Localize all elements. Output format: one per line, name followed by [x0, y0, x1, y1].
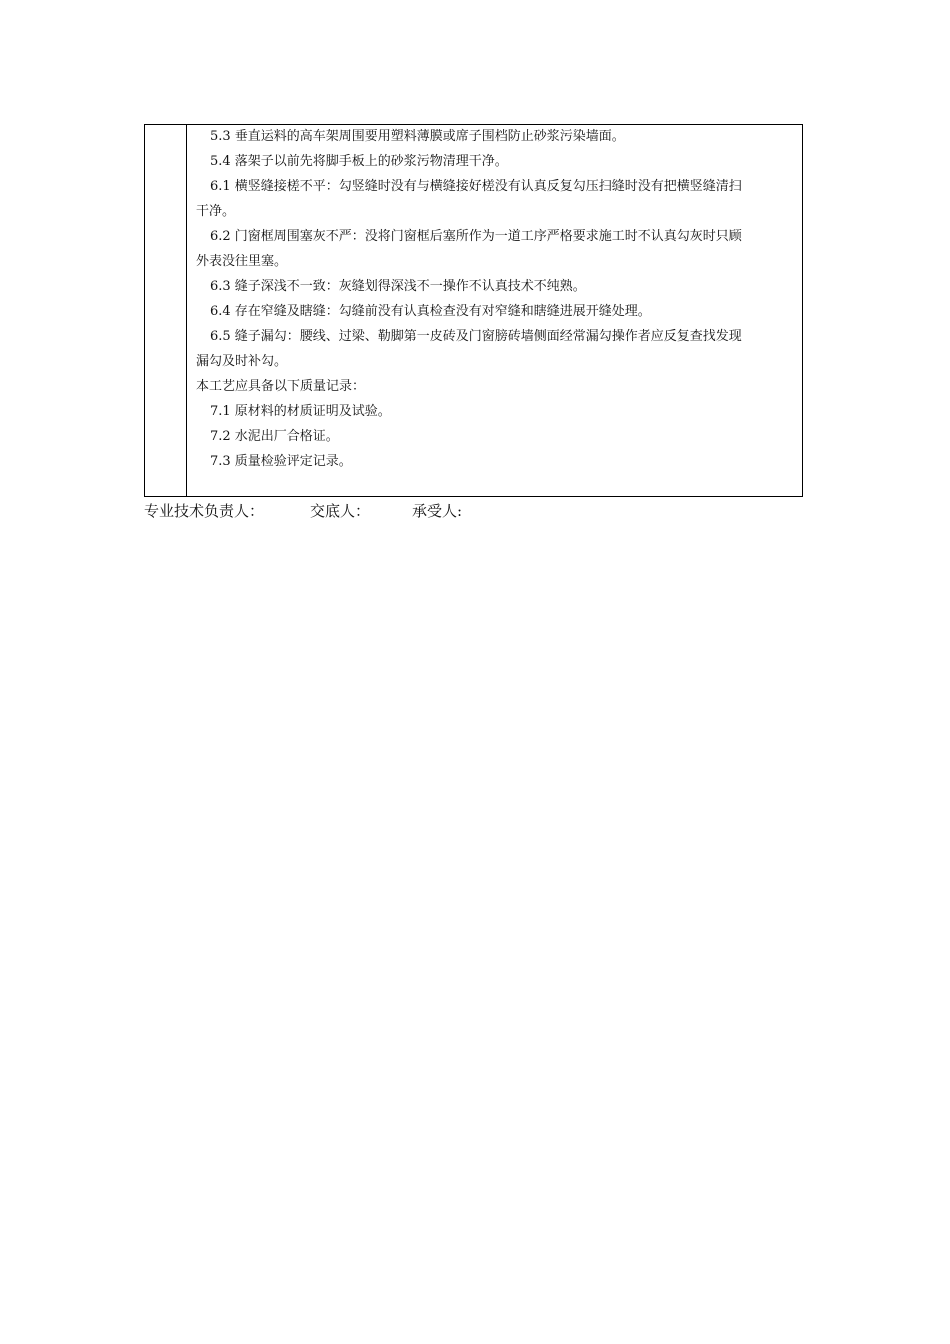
text-line: 5.3 垂直运料的高车架周围要用塑料薄膜或席子围档防止砂浆污染墙面。: [210, 129, 625, 144]
text-line: 6.5 缝子漏勾：腰线、过梁、勒脚第一皮砖及门窗膀砖墙侧面经常漏勾操作者应反复查找发现: [210, 329, 742, 344]
text-line: 外表没往里塞。: [196, 254, 288, 269]
text-line: 7.1 原材料的材质证明及试验。: [210, 404, 391, 419]
text-line: 6.4 存在窄缝及瞎缝：勾缝前没有认真检查没有对窄缝和瞎缝进展开缝处理。: [210, 304, 651, 319]
text-line: 5.4 落架子以前先将脚手板上的砂浆污物清理干净。: [210, 154, 508, 169]
tech-lead-label: 专业技术负责人：: [144, 502, 265, 520]
briefer-label: 交底人：: [310, 502, 371, 520]
left-column: [145, 125, 187, 496]
content-column: [187, 125, 802, 496]
text-line: 7.2 水泥出厂合格证。: [210, 429, 339, 444]
text-line: 漏勾及时补勾。: [196, 354, 288, 369]
section-heading: 本工艺应具备以下质量记录：: [196, 379, 366, 394]
text-line: 干净。: [196, 204, 236, 219]
receiver-label: 承受人:: [412, 502, 463, 520]
text-line: 6.2 门窗框周围塞灰不严：没将门窗框后塞所作为一道工序严格要求施工时不认真勾灰时只顾: [210, 229, 742, 244]
text-line: 7.3 质量检验评定记录。: [210, 454, 352, 469]
text-line: 6.3 缝子深浅不一致：灰缝划得深浅不一操作不认真技术不纯熟。: [210, 279, 586, 294]
text-line: 6.1 横竖缝接槎不平：勾竖缝时没有与横缝接好槎没有认真反复勾压扫缝时没有把横竖缝清扫: [210, 179, 742, 194]
signature-footer: [144, 499, 462, 523]
content-table: [144, 124, 803, 497]
